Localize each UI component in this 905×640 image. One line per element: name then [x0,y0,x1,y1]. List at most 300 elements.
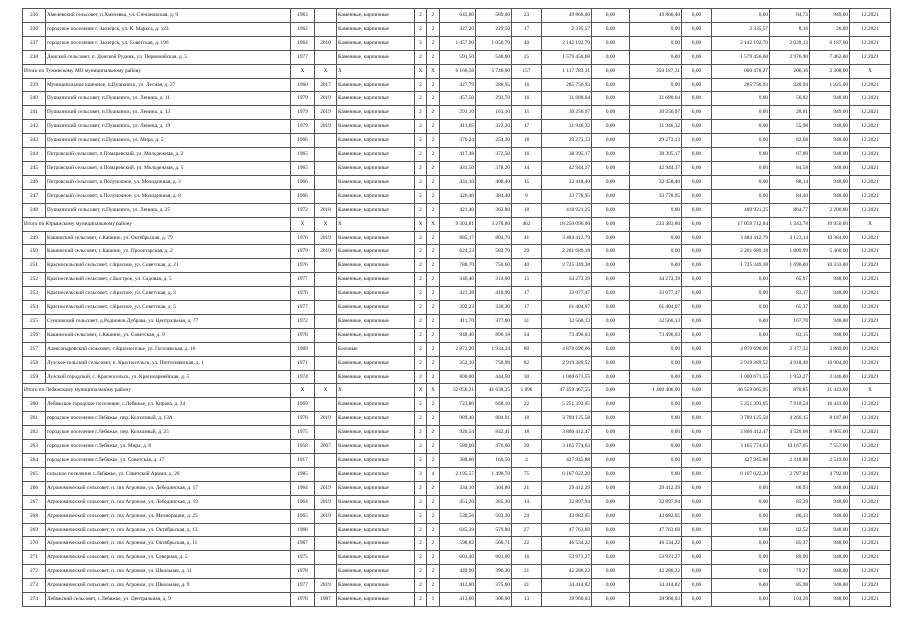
cell-f: 10 904,00 [810,356,850,370]
cell-fl: 3 [415,467,427,481]
cell-p: 82 [512,356,542,370]
cell-y1: 1962 [291,22,315,36]
cell-addr: Агрономический сельсовет, п. свх Агроном, ул. Северная, д. 5 [46,551,291,565]
cell-b: 33 077,47 [630,287,682,301]
cell-en: 2 [427,161,440,175]
table-row [23,579,891,593]
cell-e: 65,97 [770,273,810,287]
cell-d: 0,00 [712,509,770,523]
cell-c: 0,00 [682,134,712,148]
cell-s1: 598,82 [440,537,476,551]
cell-p: 1 896 [512,384,542,398]
cell-n: 249 [23,231,46,245]
cell-f: 948,00 [810,120,850,134]
cell-y2: 2019 [315,92,337,106]
cell-en: 2 [427,565,440,579]
cell-c: 0,00 [682,64,712,78]
cell-p: 17 [512,120,542,134]
cell-a: 0,00 [592,36,630,50]
cell-s1: 413,00 [440,593,476,607]
cell-b: 73 496,03 [630,328,682,342]
table-row [23,231,891,245]
table-row [23,454,891,468]
cell-s1: 346,40 [440,273,476,287]
cell-a: 0,00 [592,509,630,523]
cell-b: 0,00 [630,426,682,440]
cell-d: 0,00 [712,287,770,301]
table-subtotal-row [23,64,891,78]
cell-sum: 5 251 393,05 [542,398,592,412]
cell-c: 0,00 [682,92,712,106]
cell-f: 948,00 [810,175,850,189]
cell-mat: Каменные, кирпичные [337,523,415,537]
cell-a: 0,00 [592,495,630,509]
cell-e: 87,89 [770,148,810,162]
cell-y2 [315,356,337,370]
cell-p: 22 [512,398,542,412]
cell-c: 0,00 [682,120,712,134]
cell-fl: 2 [415,175,427,189]
cell-s1: 788,70 [440,259,476,273]
cell-s2: 1 498,70 [476,467,512,481]
cell-c: 0,00 [682,509,712,523]
cell-d: 6 167 022,20 [712,467,770,481]
cell-y2 [315,328,337,342]
cell-sum: 1 117 783,31 [542,64,592,78]
cell-s2: 375,00 [476,579,512,593]
cell-fl: 2 [415,314,427,328]
table-row [23,175,891,189]
cell-s2: 306,00 [476,593,512,607]
table-row [23,134,891,148]
cell-yr: 12.2021 [850,509,891,523]
housing-table [22,8,891,607]
cell-addr: Агрономический сельсовет, п. свх Агроном, ул. Мелиорации, д. 25 [46,509,291,523]
cell-e: 2 318,88 [770,454,810,468]
cell-n: 248 [23,203,46,217]
cell-fl: X [415,384,427,398]
cell-n: 256 [23,328,46,342]
cell-y1: 1958 [291,440,315,454]
cell-addr: Агрономический сельсовет, п. свх Агроном, ул. Школьная, д. 9 [46,579,291,593]
cell-d: 0,00 [712,148,770,162]
cell-en: 2 [427,287,440,301]
table-row [23,161,891,175]
cell-d: 0,00 [712,523,770,537]
cell-y2 [315,175,337,189]
cell-fl: 2 [415,78,427,92]
cell-n: 266 [23,481,46,495]
cell-fl: 2 [415,481,427,495]
cell-mat: Каменные, кирпичные [337,78,415,92]
cell-mat: Каменные, кирпичные [337,134,415,148]
table-row [23,50,891,64]
cell-d: 3 484 412,79 [712,231,770,245]
cell-yr: 12.2021 [850,175,891,189]
cell-s1: 388,60 [440,454,476,468]
cell-addr: городское поселение г. Заозерск, ул. Советская, д. 196 [46,36,291,50]
table-row [23,22,891,36]
cell-a: 0,00 [592,301,630,315]
cell-fl: 2 [415,579,427,593]
cell-sum: 2 335,57 [542,22,592,36]
cell-c: 0,00 [682,467,712,481]
table-row [23,537,891,551]
cell-s1: 624,53 [440,245,476,259]
cell-en: X [427,64,440,78]
cell-s2: 41 638,25 [476,384,512,398]
cell-s2: 884,01 [476,412,512,426]
cell-p: 16 [512,551,542,565]
cell-s2: 560,71 [476,537,512,551]
cell-yr: 12.2021 [850,523,891,537]
cell-y2 [315,370,337,384]
cell-sum: 42 944,37 [542,161,592,175]
cell-addr: Пушкинский сельсовет, п.Пушкинск, ул. Ленина, д. 11 [46,92,291,106]
table-row [23,92,891,106]
cell-a: 0,00 [592,78,630,92]
cell-d: 0,00 [712,273,770,287]
cell-yr: 12.2021 [850,148,891,162]
cell-sum: 61 404,07 [542,301,592,315]
cell-e: 82,52 [770,523,810,537]
cell-addr: Лебяжское городское поселение, с.Лебяжье, ул. Кирова, д. 24 [46,398,291,412]
cell-y2: 2019 [315,509,337,523]
cell-e: 4 123,14 [770,231,810,245]
cell-en: 2 [427,92,440,106]
cell-mat: Каменные, кирпичные [337,22,415,36]
cell-fl: 2 [415,593,427,607]
cell-d: 0,00 [712,92,770,106]
cell-d: 000 478,27 [712,64,770,78]
cell-sum: 34 273,39 [542,273,592,287]
cell-a: 0,00 [592,328,630,342]
cell-s2: 314,60 [476,273,512,287]
cell-yr: 12.2021 [850,579,891,593]
cell-f: 948,00 [810,481,850,495]
cell-yr: 12.2021 [850,328,891,342]
cell-b: 0,00 [630,50,682,64]
cell-e: 228,94 [770,78,810,92]
cell-yr: 12.2021 [850,342,891,356]
table-row [23,259,891,273]
cell-b: 0,00 [630,356,682,370]
cell-s2: 1 934,34 [476,342,512,356]
cell-n: 268 [23,509,46,523]
cell-y2 [315,398,337,412]
cell-c: 0,00 [682,301,712,315]
cell-s1: 457,50 [440,92,476,106]
table-row [23,273,891,287]
cell-fl: 2 [415,412,427,426]
table-row [23,189,891,203]
cell-b: 42 286,22 [630,565,682,579]
cell-sum: 31 946,32 [542,120,592,134]
cell-c: 0,00 [682,245,712,259]
cell-d: 0,00 [712,189,770,203]
cell-d: 3 806 412,47 [712,426,770,440]
cell-b: 30 256,97 [630,106,682,120]
cell-s2: 601,00 [476,551,512,565]
cell-s2: 548,00 [476,50,512,64]
cell-addr: Красносельский сельсовет, с.Быстрое, ул. Садовая, д. 5 [46,273,291,287]
cell-yr: X [850,384,891,398]
cell-s2: 293,70 [476,92,512,106]
cell-a: 0,00 [592,523,630,537]
cell-mat: Каменные, кирпичные [337,120,415,134]
cell-s1: 451,20 [440,495,476,509]
cell-fl: 2 [415,509,427,523]
cell-y1: 1978 [291,593,315,607]
cell-e: 83,15 [770,328,810,342]
cell-p: 30 [512,370,542,384]
cell-y1: 1977 [291,50,315,64]
cell-d: 0,00 [712,314,770,328]
cell-p: 15 [512,106,542,120]
cell-en: 2 [427,440,440,454]
cell-n: 236 [23,9,46,23]
cell-p: 24 [512,509,542,523]
cell-addr: Донской сельсовет, п. Донской Рудник, ул. Первомайская, д. 5 [46,50,291,64]
table-row [23,36,891,50]
cell-fl: 2 [415,148,427,162]
cell-en: 2 [427,301,440,315]
cell-n: 273 [23,579,46,593]
cell-s1: 426,40 [440,189,476,203]
cell-b: 61 404,07 [630,301,682,315]
cell-s2: 163,10 [476,106,512,120]
cell-d: 409 921,25 [712,203,770,217]
cell-en: 2 [427,579,440,593]
cell-n: 253 [23,287,46,301]
table-row [23,481,891,495]
cell-en: 2 [427,537,440,551]
cell-c: 0,00 [682,273,712,287]
cell-f: 8 187,00 [810,412,850,426]
cell-mat: Каменные, кирпичные [337,495,415,509]
cell-p: 16 [512,148,542,162]
cell-s2: 288,95 [476,78,512,92]
cell-addr: Кашинский сельсовет, с.Кашино, ул. Октябрьская, д. 79 [46,231,291,245]
cell-y2: 2019 [315,495,337,509]
cell-b: 32 458,40 [630,175,682,189]
cell-n: 245 [23,161,46,175]
cell-n: 261 [23,412,46,426]
cell-sum: 2 201 689,18 [542,245,592,259]
cell-b: 0,00 [630,412,682,426]
cell-y1: X [291,64,315,78]
cell-e: 82,68 [770,134,810,148]
cell-s1: 2 195,57 [440,467,476,481]
cell-fl: 2 [415,120,427,134]
cell-y1: 1978 [291,565,315,579]
cell-a: 0,00 [592,273,630,287]
cell-n: 270 [23,537,46,551]
cell-addr: Агрономический сельсовет, п. свх Агроном, ул. Лебединская, д. 19 [46,495,291,509]
cell-en: 2 [427,189,440,203]
cell-mat: Каменные, кирпичные [337,537,415,551]
cell-y1: 1969 [291,398,315,412]
cell-e: 8,16 [770,22,810,36]
cell-addr: Лузское-сельский сельсовет, п. Красносельск, ул. Пичтеляевская, д. 1 [46,356,291,370]
cell-yr: 12.2021 [850,50,891,64]
cell-sum: 1 579 456,68 [542,50,592,64]
cell-sum: 73 496,03 [542,328,592,342]
cell-a: 0,00 [592,245,630,259]
cell-p: 75 [512,467,542,481]
cell-c: 0,00 [682,287,712,301]
cell-sum: 3 484 412,79 [542,231,592,245]
cell-yr: 12.2021 [850,189,891,203]
cell-fl: 2 [415,259,427,273]
cell-f: 7 462,00 [810,50,850,64]
cell-n: 244 [23,148,46,162]
cell-d: 2 142 192,70 [712,36,770,50]
cell-p: 18 [512,412,542,426]
cell-y1: 1979 [291,120,315,134]
cell-sum: 47 763,69 [542,523,592,537]
cell-mat: Каменные, кирпичные [337,440,415,454]
cell-mat: Каменные, кирпичные [337,301,415,315]
cell-d: 0,00 [712,537,770,551]
cell-c: 0,00 [682,426,712,440]
cell-mat: Каменные, кирпичные [337,148,415,162]
cell-b: 31 946,32 [630,120,682,134]
cell-sum: 32 566,13 [542,314,592,328]
cell-y2 [315,314,337,328]
cell-fl: 3 [415,36,427,50]
cell-sum: 3 709 125,58 [542,412,592,426]
cell-a: 0,00 [592,189,630,203]
cell-s2: 750,60 [476,259,512,273]
cell-e: 2 787,84 [770,467,810,481]
cell-c: 0,00 [682,106,712,120]
cell-a: 0,00 [592,120,630,134]
cell-en: 2 [427,22,440,36]
cell-d: 2 919 389,52 [712,356,770,370]
cell-mat: Каменные, кирпичные [337,509,415,523]
cell-fl: X [415,217,427,231]
cell-s2: 396,30 [476,565,512,579]
cell-e: 55,98 [770,120,810,134]
cell-a: 0,00 [592,537,630,551]
cell-d: 0,00 [712,551,770,565]
cell-c: 0,00 [682,203,712,217]
cell-c: 0,00 [682,9,712,23]
cell-mat: Каменные, кирпичные [337,287,415,301]
cell-c: 0,00 [682,161,712,175]
cell-y2 [315,467,337,481]
cell-f: 26,09 [810,22,850,36]
cell-mat: Каменные, кирпичные [337,245,415,259]
cell-f: 948,00 [810,134,850,148]
cell-p: 40 [512,36,542,50]
cell-yr: 12.2021 [850,426,891,440]
cell-y1: 1960 [291,78,315,92]
cell-mat: Каменные, кирпичные [337,481,415,495]
cell-f: 2 200,00 [810,203,850,217]
cell-c: 0,00 [682,259,712,273]
cell-en: 2 [427,509,440,523]
cell-s1: 370,24 [440,134,476,148]
cell-y2: 1987 [315,593,337,607]
cell-f: 10 384,00 [810,231,850,245]
cell-s1: 926,54 [440,426,476,440]
cell-f: 948,00 [810,593,850,607]
cell-addr: Агрономический сельсовет, п. свх Агроном, ул. Октябрьская, д. 13 [46,523,291,537]
table-row [23,593,891,607]
table-row [23,314,891,328]
cell-d: 2 335,57 [712,22,770,36]
cell-d: 4 870 690,06 [712,342,770,356]
cell-mat: Каменные, кирпичные [337,565,415,579]
cell-a: 0,00 [592,356,630,370]
cell-s1: 411,05 [440,120,476,134]
cell-addr: Красносельский сельсовет, с.Красное, ул. Советская, д. 21 [46,259,291,273]
cell-p: 25 [512,50,542,64]
cell-d: 3 165 774,63 [712,440,770,454]
cell-y2 [315,301,337,315]
cell-c: 0,00 [682,370,712,384]
cell-sum: 39 960,03 [542,593,592,607]
cell-f: 948,00 [810,273,850,287]
table-row [23,9,891,23]
cell-sum: 4 870 690,06 [542,342,592,356]
cell-s1: 411,70 [440,314,476,328]
cell-p: 16 [512,92,542,106]
cell-addr: Лузский городской, с. Красносельск, ул. Красноармейская, д. 5 [46,370,291,384]
cell-b: 1 400 406,00 [630,384,682,398]
cell-a: 0,00 [592,370,630,384]
cell-mat: Каменные, кирпичные [337,370,415,384]
cell-addr: Пушкинский сельсовет, п.Пушкинск, ул. Ленина, д. 13 [46,106,291,120]
cell-s1: 723,80 [440,398,476,412]
cell-addr: городское поселение г.Лебяжье, пер. Колхозный, д. 25 [46,426,291,440]
cell-n: 246 [23,175,46,189]
cell-e: 88,14 [770,175,810,189]
cell-en: 2 [427,454,440,468]
cell-yr: 12.2021 [850,245,891,259]
cell-fl: 2 [415,50,427,64]
cell-sum: 38 395,17 [542,148,592,162]
cell-fl: 2 [415,342,427,356]
cell-yr: 12.2021 [850,565,891,579]
cell-s2: 378,20 [476,161,512,175]
cell-yr: 12.2021 [850,106,891,120]
cell-fl: 2 [415,495,427,509]
cell-s1: 392,23 [440,301,476,315]
cell-d: 285 756,93 [712,78,770,92]
cell-e: 86,93 [770,481,810,495]
cell-yr: 12.2021 [850,398,891,412]
cell-c: 0,00 [682,384,712,398]
cell-n: 237 [23,36,46,50]
cell-addr: Красносельский сельсовет, с.Красное, ул. Советская, д. 3 [46,287,291,301]
cell-e: 85,98 [770,579,810,593]
cell-s1: 591,50 [440,50,476,64]
cell-addr: Лебяжский сельсовет, с.Лебяжье, ул. Центральная, д. 9 [46,593,291,607]
cell-s2: 842,41 [476,426,512,440]
cell-s1: 421,38 [440,287,476,301]
cell-sum: 31 680,64 [542,92,592,106]
cell-n: 236 [23,22,46,36]
table-row [23,467,891,481]
cell-d: 0,00 [712,579,770,593]
cell-f: 948,00 [810,565,850,579]
cell-y2: 2017 [315,78,337,92]
cell-yr: 12.2021 [850,92,891,106]
cell-b: 0,00 [630,22,682,36]
